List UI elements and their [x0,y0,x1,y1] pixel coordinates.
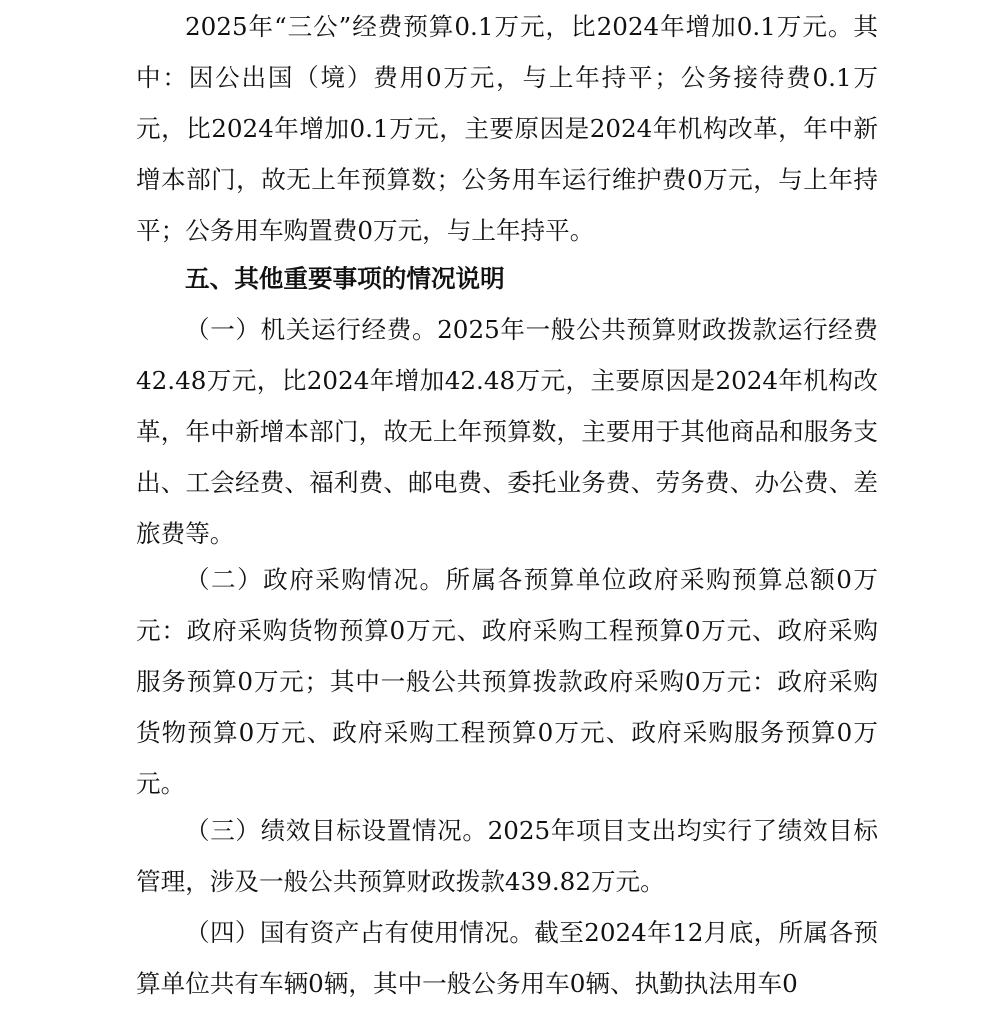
paragraph-performance-targets: （三）绩效目标设置情况。2025年项目支出均实行了绩效目标管理，涉及一般公共预算财政拨款439.82万元。 [136,816,878,896]
paragraph-government-procurement: （二）政府采购情况。所属各预算单位政府采购预算总额0万元：政府采购货物预算0万元、政府采购工程预算0万元、政府采购服务预算0万元；其中一般公共预算拨款政府采购0万元：政府采购货物预算0万元、政府采购工程预算0万元、政府采购服务预算0万元。 [136,565,878,798]
paragraph-operating-expenses: （一）机关运行经费。2025年一般公共预算财政拨款运行经费42.48万元，比2024年增加42.48万元，主要原因是2024年机构改革，年中新增本部门，故无上年预算数，主要用于其他商品和服务支出、工会经费、福利费、邮电费、委托业务费、劳务费、办公费、差旅费等。 [136,315,878,548]
paragraph-sangong-budget: 2025年“三公”经费预算0.1万元，比2024年增加0.1万元。其中：因公出国（境）费用0万元，与上年持平；公务接待费0.1万元，比2024年增加0.1万元，主要原因是2024年机构改革，年中新增本部门，故无上年预算数；公务用车运行维护费0万元，与上年持平；公务用车购置费0万元，与上年持平。 [136,12,878,245]
section-heading: 五、其他重要事项的情况说明 [185,264,505,293]
paragraph-state-assets: （四）国有资产占有使用情况。截至2024年12月底，所属各预算单位共有车辆0辆，其中一般公务用车0辆、执勤执法用车0 [136,918,878,998]
